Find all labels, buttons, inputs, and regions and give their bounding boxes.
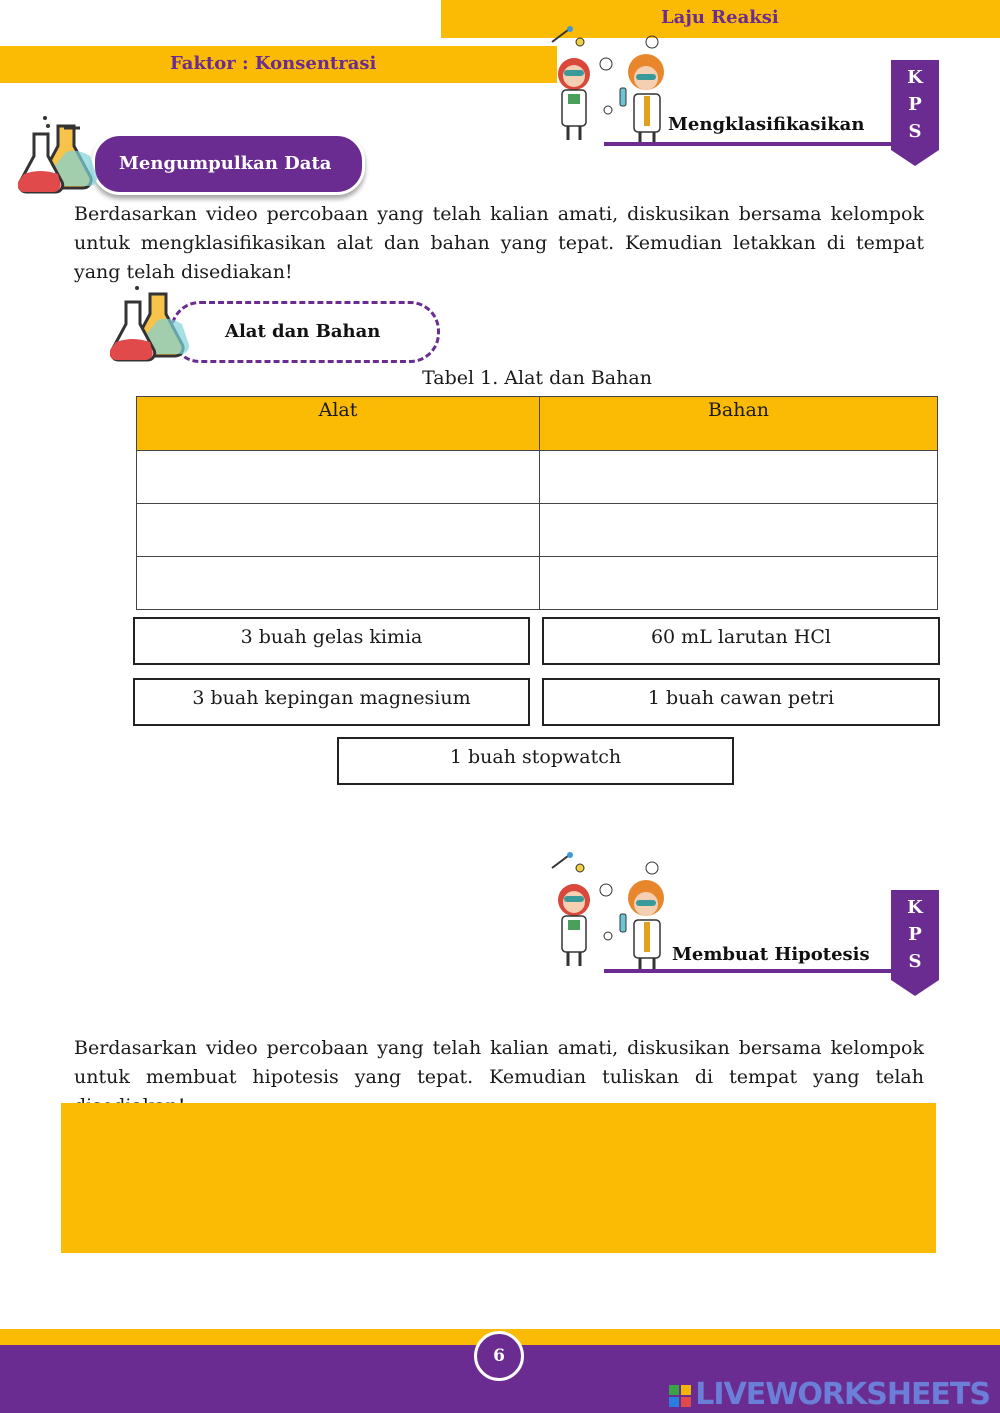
sub-heading: Alat dan Bahan bbox=[225, 321, 381, 342]
subtopic-title: Faktor : Konsentrasi bbox=[170, 53, 377, 74]
subtopic-bar bbox=[0, 46, 557, 83]
flask-icon bbox=[18, 112, 108, 198]
brand-text: LIVEWORKSHEETS bbox=[695, 1377, 990, 1412]
liveworksheets-logo-icon bbox=[669, 1385, 691, 1407]
draggable-option[interactable]: 1 buah stopwatch bbox=[337, 737, 734, 785]
table-row bbox=[137, 557, 938, 610]
drop-cell-bahan[interactable] bbox=[540, 504, 938, 557]
draggable-option[interactable]: 1 buah cawan petri bbox=[542, 678, 940, 726]
kps-skill-title: Mengklasifikasikan bbox=[668, 114, 865, 135]
scientists-illustration bbox=[548, 24, 676, 146]
draggable-option[interactable]: 3 buah gelas kimia bbox=[133, 617, 530, 665]
kps-letter: S bbox=[908, 121, 922, 142]
kps-letter: P bbox=[908, 94, 922, 115]
section-heading: Mengumpulkan Data bbox=[119, 153, 332, 174]
draggable-option[interactable]: 3 buah kepingan magnesium bbox=[133, 678, 530, 726]
kps-letter: K bbox=[907, 67, 923, 88]
kps-letter: S bbox=[908, 951, 922, 972]
instruction-text: Berdasarkan video percobaan yang telah kalian amati, diskusikan bersama kelompok untuk mengklasifikasikan alat dan bahan yang tepat. Kemudian letakkan di tempat yang telah disediakan! bbox=[74, 203, 924, 283]
sub-heading-frame bbox=[170, 301, 440, 363]
section-heading-pill bbox=[92, 133, 365, 195]
scientists-illustration bbox=[548, 850, 676, 972]
kps-letter: K bbox=[907, 897, 923, 918]
drop-cell-alat[interactable] bbox=[137, 451, 540, 504]
kps-underline bbox=[604, 969, 896, 973]
kps-skill-title: Membuat Hipotesis bbox=[672, 944, 870, 965]
drop-cell-bahan[interactable] bbox=[540, 451, 938, 504]
table-row bbox=[137, 504, 938, 557]
page-number: 6 bbox=[474, 1331, 524, 1381]
table-header-alat: Alat bbox=[137, 397, 540, 451]
hypothesis-instruction: Berdasarkan video percobaan yang telah kalian amati, diskusikan bersama kelompok untuk membuat hipotesis yang tepat. Kemudian tuliskan di tempat yang telah bbox=[74, 1037, 924, 1088]
drop-cell-alat[interactable] bbox=[137, 504, 540, 557]
table-header-bahan: Bahan bbox=[540, 397, 938, 451]
table-row bbox=[137, 451, 938, 504]
classification-table bbox=[136, 396, 938, 610]
kps-badge bbox=[891, 60, 939, 166]
flask-icon bbox=[110, 284, 200, 364]
brand-watermark bbox=[669, 1377, 990, 1412]
hypothesis-answer-box[interactable] bbox=[61, 1103, 936, 1253]
chapter-bar bbox=[441, 0, 1000, 38]
chapter-title: Laju Reaksi bbox=[661, 7, 779, 28]
drop-cell-bahan[interactable] bbox=[540, 557, 938, 610]
kps-letter: P bbox=[908, 924, 922, 945]
table-caption: Tabel 1. Alat dan Bahan bbox=[422, 367, 652, 389]
kps-badge bbox=[891, 890, 939, 996]
drop-cell-alat[interactable] bbox=[137, 557, 540, 610]
draggable-option[interactable]: 60 mL larutan HCl bbox=[542, 617, 940, 665]
kps-underline bbox=[604, 142, 896, 146]
